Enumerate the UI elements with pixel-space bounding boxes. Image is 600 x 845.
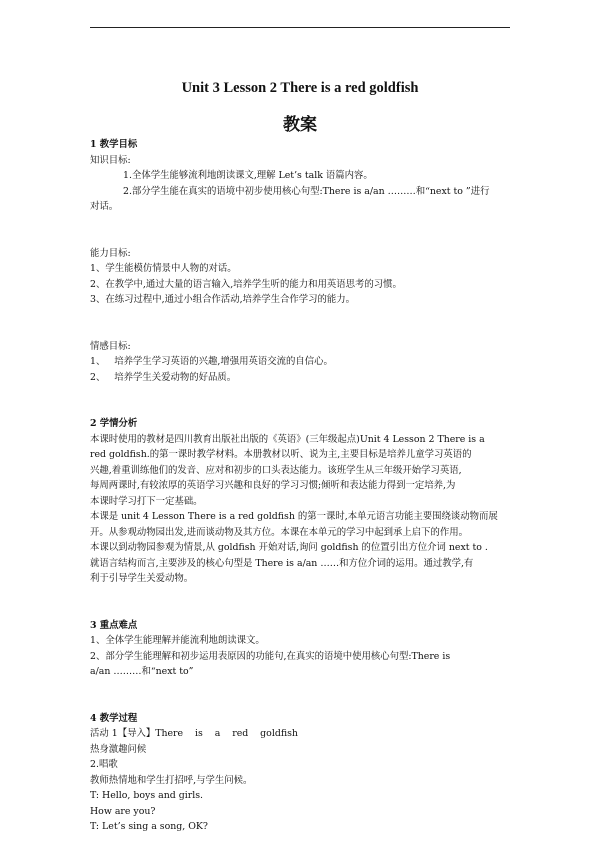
knowledge-goals-label: 知识目标: — [90, 154, 131, 166]
process-line: 热身激趣问候 — [90, 743, 147, 755]
document-body — [90, 137, 512, 835]
section-2-heading: 2 学情分析 — [90, 418, 138, 429]
knowledge-goal-1: 1.全体学生能够流利地朗读课文,理解 Let’s talk 语篇内容。 — [123, 170, 373, 181]
analysis-line: 开。从参观动物园出发,进而谈动物及其方位。本课在本单元的学习中起到承上启下的作用。 — [90, 526, 468, 538]
process-line: 2.唱歌 — [90, 759, 118, 770]
header-rule — [90, 27, 510, 28]
section-4-heading: 4 教学过程 — [90, 712, 138, 724]
document-subtitle: 教案 — [283, 115, 317, 135]
section-3-heading: 3 重点难点 — [90, 619, 138, 631]
analysis-line: 本课时学习打下一定基础。 — [90, 495, 203, 507]
process-line: How are you? — [90, 805, 156, 817]
ability-goals-label: 能力目标: — [90, 247, 131, 259]
analysis-line: red goldfish.的第一课时教学材料。本册教材以听、说为主,主要目标是培养儿童学习英语的 — [90, 449, 472, 460]
key-point-line: 2、部分学生能理解和初步运用表原因的功能句,在真实的语境中使用核心句型:There is — [90, 650, 451, 662]
process-line: 教师热情地和学生打招呼,与学生问候。 — [90, 774, 253, 786]
ability-goal-3: 3、在练习过程中,通过小组合作活动,培养学生合作学习的能力。 — [90, 294, 356, 305]
knowledge-goal-2-cont: 对话。 — [90, 201, 119, 212]
emotion-goal-1: 1、 培养学生学习英语的兴趣,增强用英语交流的自信心。 — [90, 356, 333, 367]
emotion-goal-2: 2、 培养学生关爱动物的好品质。 — [90, 371, 237, 383]
process-line: T: Let’s sing a song, OK? — [90, 821, 208, 832]
process-line: T: Hello, boys and girls. — [90, 790, 203, 801]
analysis-line: 就语言结构而言,主要涉及的核心句型是 There is a/an ……和方位介词的运用。通过教学,有 — [90, 557, 474, 569]
activity-1-line: 活动 1【导入】There is a red goldfish — [90, 728, 298, 739]
section-1-heading: 1 教学目标 — [90, 139, 138, 150]
analysis-line: 每周两课时,有较浓厚的英语学习兴趣和良好的学习习惯;倾听和表达能力得到一定培养,为 — [90, 480, 456, 491]
analysis-line: 本课是 unit 4 Lesson There is a red goldfish 的第一课时,本单元语言功能主要围绕谈动物而展 — [90, 511, 498, 522]
analysis-line: 兴趣,着重训练他们的发音、应对和初步的口头表达能力。该班学生从三年级开始学习英语, — [90, 464, 462, 476]
analysis-line: 本课时使用的教材是四川教育出版社出版的《英语》(三年级起点)Unit 4 Lesson 2 There is a — [90, 433, 485, 445]
document-title: Unit 3 Lesson 2 There is a red goldfish — [181, 80, 419, 96]
analysis-line: 本课以到动物园参观为情景,从 goldfish 开始对话,询问 goldfish 的位置引出方位介词 next to . — [90, 542, 488, 553]
knowledge-goal-2: 2.部分学生能在真实的语境中初步使用核心句型:There is a/an ………和“next to ”进行 — [123, 185, 490, 197]
ability-goal-1: 1、学生能模仿情景中人物的对话。 — [90, 263, 237, 274]
key-point-line: a/an ………和“next to” — [90, 666, 194, 677]
emotion-goals-label: 情感目标: — [90, 340, 131, 352]
ability-goal-2: 2、在教学中,通过大量的语言输入,培养学生听的能力和用英语思考的习惯。 — [90, 278, 402, 290]
analysis-line: 利于引导学生关爱动物。 — [90, 573, 194, 584]
key-point-line: 1、全体学生能理解并能流利地朗读课文。 — [90, 635, 265, 646]
